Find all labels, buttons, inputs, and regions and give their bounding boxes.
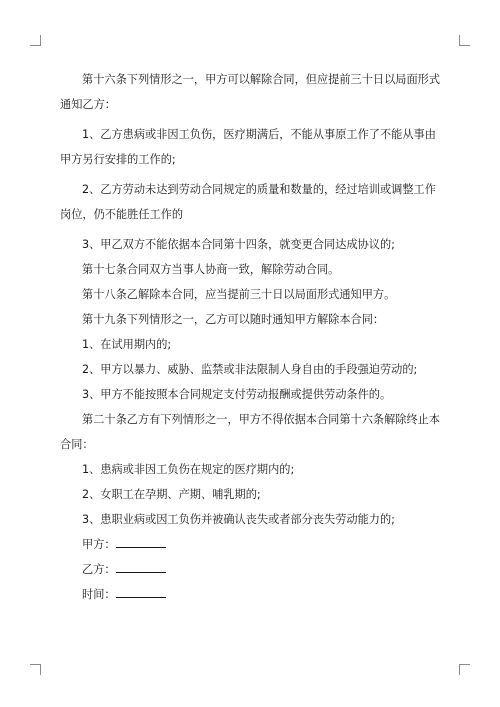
- signature-party-b: [60, 557, 446, 582]
- signature-label-time: 时间：: [82, 588, 116, 601]
- paragraph: 1、患病或非因工负伤在规定的医疗期内的;: [82, 463, 295, 476]
- paragraph: 第十六条下列情形之一，甲方可以解除合同，但应提前三十日以局面形式通知乙方：: [60, 73, 441, 111]
- corner-mark-top-right: [459, 35, 470, 46]
- paragraph: 2、女职工在孕期、产期、哺乳期的;: [82, 488, 261, 501]
- corner-mark-bottom-right: [459, 664, 470, 675]
- corner-mark-top-left: [30, 35, 41, 46]
- paragraph: 3、患职业病或因工负伤并被确认丧失或者部分丧失劳动能力的;: [82, 513, 395, 526]
- signature-blank-time: [116, 584, 166, 598]
- signature-label-party-b: 乙方：: [82, 563, 116, 576]
- paragraph: 1、在试用期内的;: [82, 338, 172, 351]
- document-body: [60, 67, 446, 607]
- paragraph: 第十七条合同双方当事人协商一致，解除劳动合同。: [82, 263, 340, 276]
- paragraph: 3、甲方不能按照本合同规定支付劳动报酬或提供劳动条件的。: [82, 388, 392, 401]
- paragraph: 第二十条乙方有下列情形之一，甲方不得依据本合同第十六条解除终止本合同：: [60, 413, 441, 451]
- signature-blank-party-b: [116, 559, 166, 573]
- signature-blank-party-a: [116, 534, 166, 548]
- signature-time: [60, 582, 446, 607]
- paragraph: 1、乙方患病或非因工负伤，医疗期满后，不能从事原工作了不能从事由甲方另行安排的工作的;: [60, 128, 436, 166]
- paragraph: 2、甲方以暴力、威胁、监禁或非法限制人身自由的手段强迫劳动的;: [82, 363, 418, 376]
- paragraph: 2、乙方劳动未达到劳动合同规定的质量和数量的，经过培训或调整工作岗位，仍不能胜任工作的: [60, 183, 436, 221]
- corner-mark-bottom-left: [30, 664, 41, 675]
- paragraph: 3、甲乙双方不能依据本合同第十四条，就变更合同达成协议的;: [82, 238, 395, 251]
- paragraph: 第十八条乙解除本合同，应当提前三十日以局面形式通知甲方。: [82, 288, 396, 301]
- signature-label-party-a: 甲方：: [82, 538, 116, 551]
- signature-party-a: [60, 532, 446, 557]
- paragraph: 第十九条下列情形之一，乙方可以随时通知甲方解除本合同：: [82, 313, 385, 326]
